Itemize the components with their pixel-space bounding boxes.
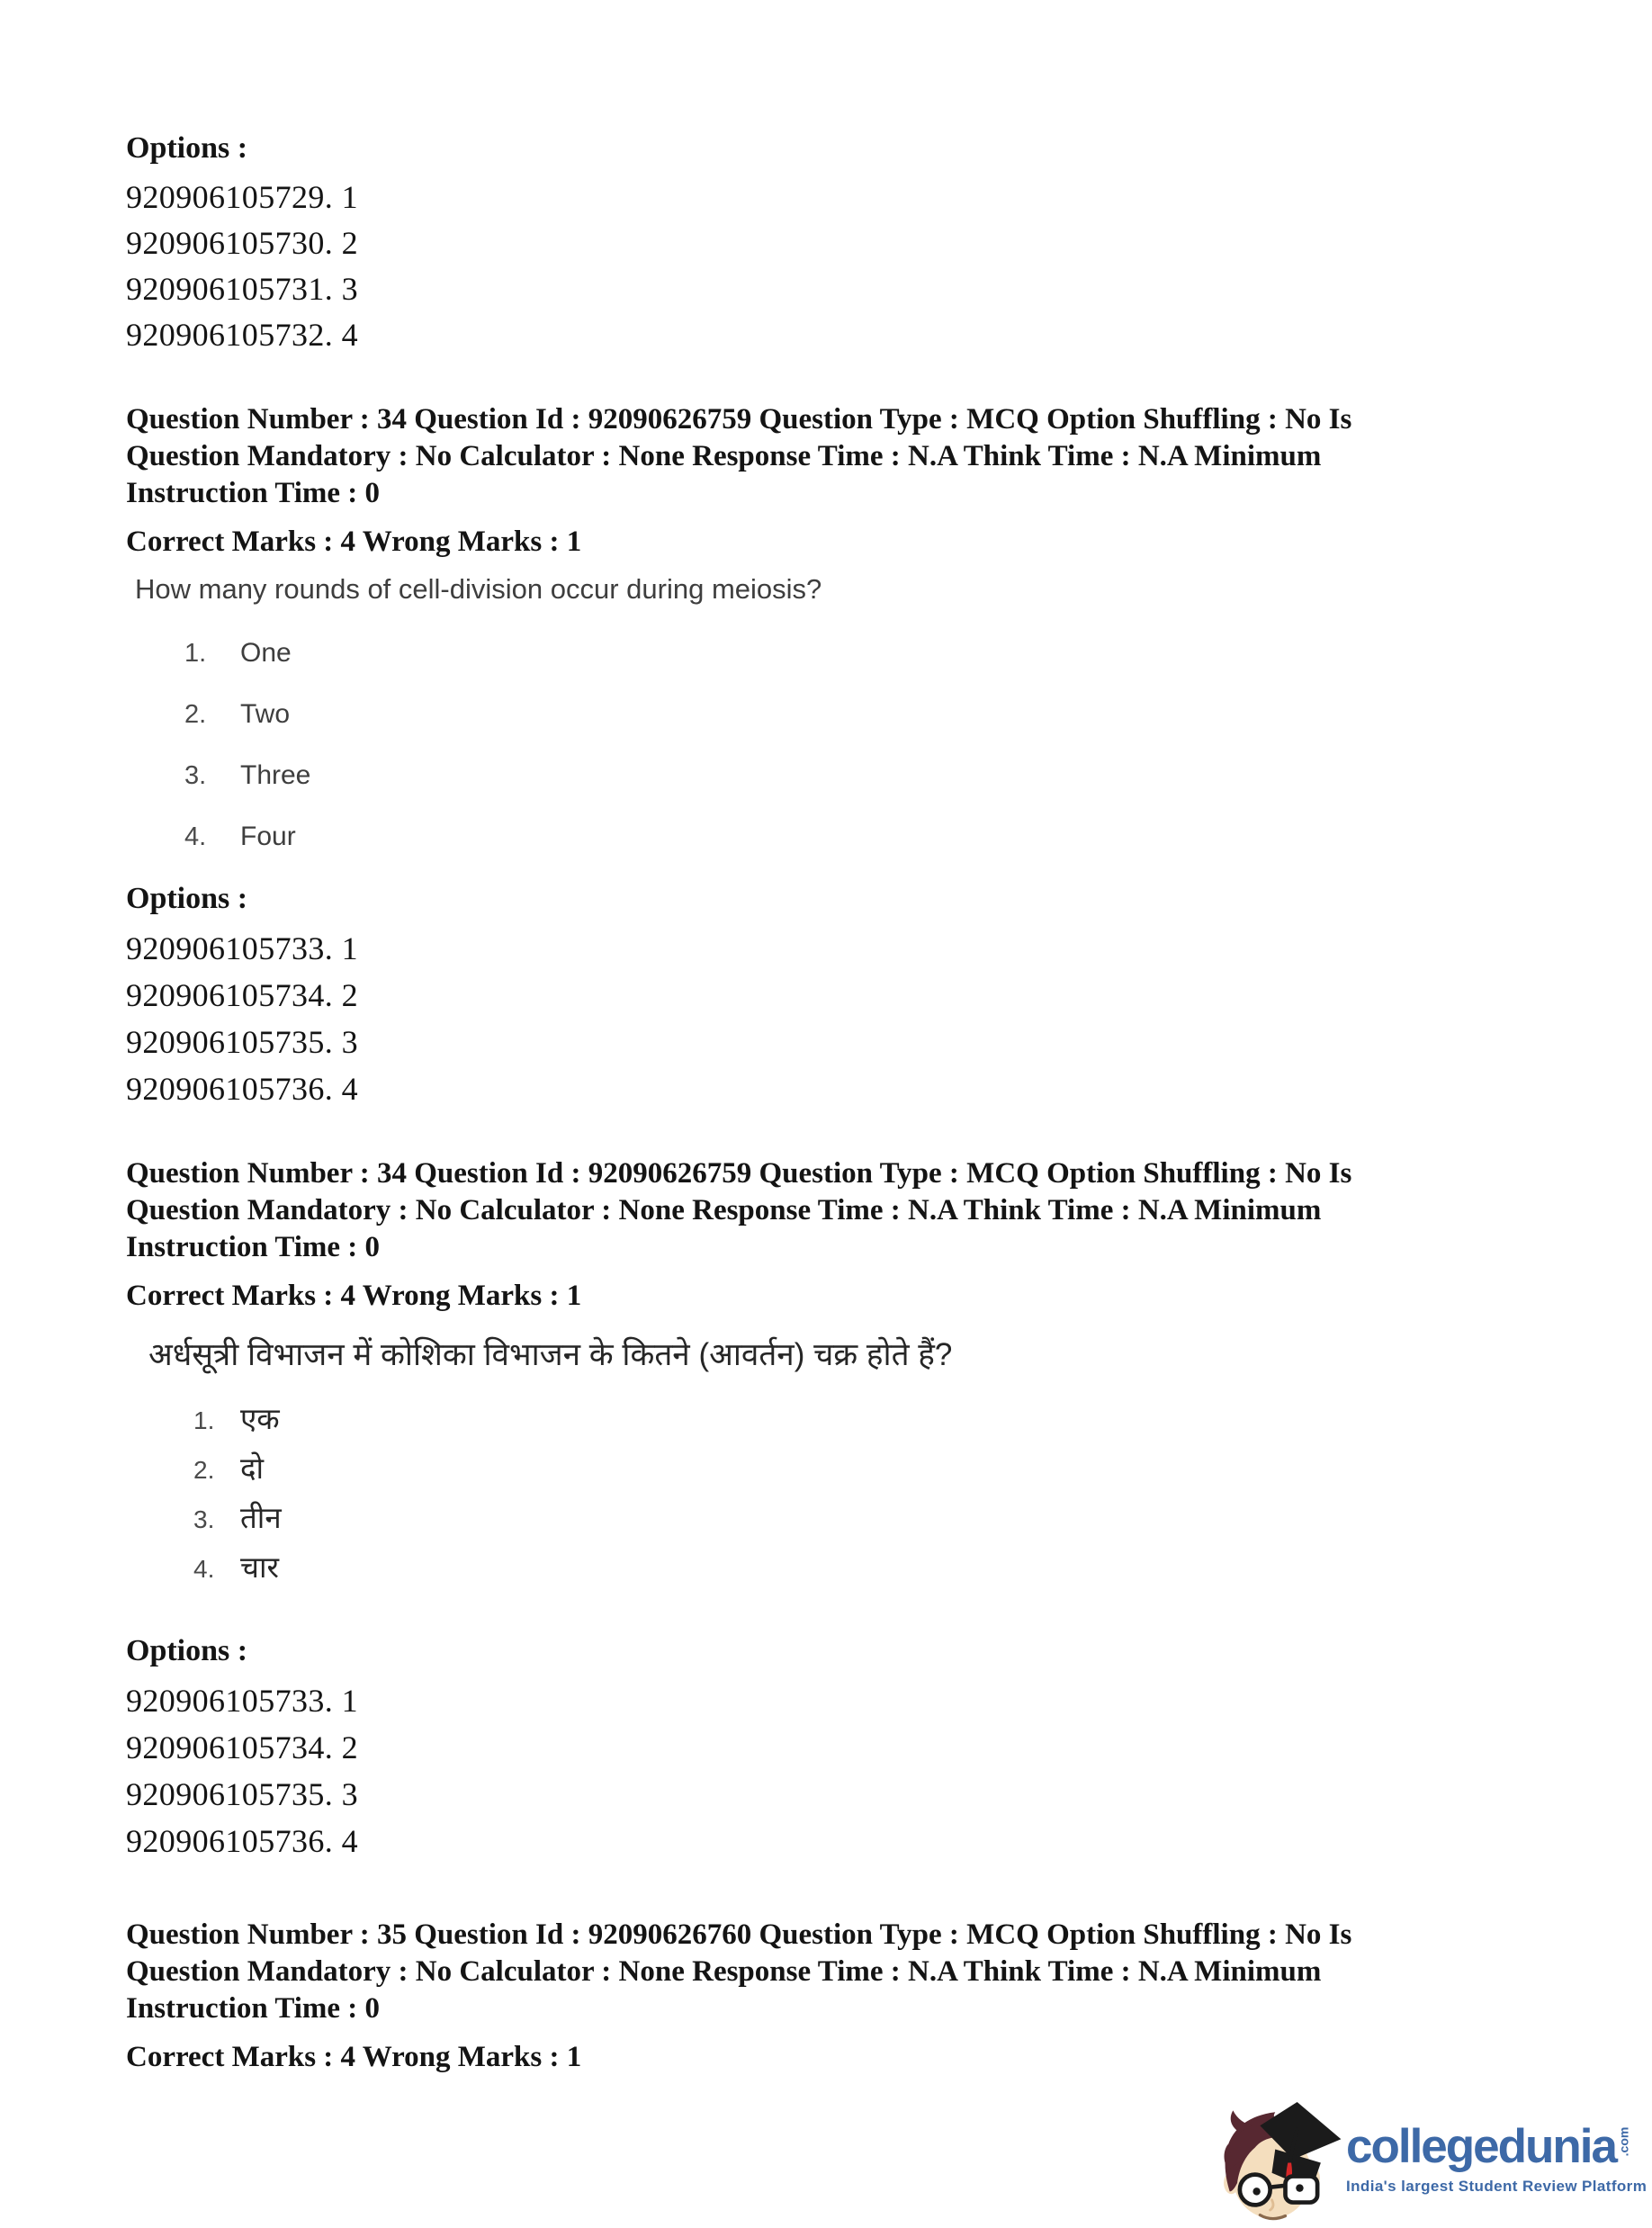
- option-id-line: 920906105730. 2: [126, 225, 358, 261]
- choice-number: 1.: [184, 639, 207, 668]
- option-id-line: 920906105733. 1: [126, 1683, 358, 1719]
- choice-number: 4.: [184, 822, 207, 851]
- choice-row: [193, 1549, 952, 1586]
- question-meta-line: Instruction Time : 0: [126, 1992, 381, 2025]
- choice-number: 2.: [193, 1456, 215, 1484]
- question-35-meta-header: [126, 1917, 1512, 2076]
- option-id-line: 920906105734. 2: [126, 977, 358, 1013]
- question-meta-line: Question Number : 34 Question Id : 92090626759 Question Type : MCQ Option Shuffling : No Is: [126, 1157, 1352, 1190]
- choice-number: 3.: [193, 1505, 215, 1533]
- question-meta-line: Question Number : 35 Question Id : 92090626760 Question Type : MCQ Option Shuffling : No Is: [126, 1918, 1352, 1951]
- question-34-en-body: [135, 570, 822, 880]
- choice-text: Four: [240, 822, 296, 851]
- question-meta-line: Question Number : 34 Question Id : 92090626759 Question Type : MCQ Option Shuffling : No Is: [126, 403, 1352, 436]
- choice-row: [193, 1450, 952, 1487]
- choice-text: तीन: [240, 1501, 282, 1534]
- choice-text: चार: [240, 1550, 279, 1584]
- option-id-line: 920906105736. 4: [126, 1071, 358, 1107]
- question-34-hi-meta-header: [126, 1155, 1512, 1315]
- option-id-line: 920906105732. 4: [126, 317, 358, 353]
- question-text: अर्धसूत्री विभाजन में कोशिका विभाजन के कितने (आवर्तन) चक्र होते हैं?: [148, 1337, 953, 1372]
- question-34-hi-options-block: [126, 1631, 358, 1864]
- option-id-line: 920906105729. 1: [126, 179, 358, 215]
- options-label: Options :: [126, 1634, 248, 1667]
- marks-line: Correct Marks : 4 Wrong Marks : 1: [126, 526, 582, 558]
- question-meta-line: Question Mandatory : No Calculator : None Response Time : N.A Think Time : N.A Minimum: [126, 440, 1322, 472]
- option-id-line: 920906105736. 4: [126, 1823, 358, 1859]
- option-id-line: 920906105733. 1: [126, 930, 358, 966]
- option-id-line: 920906105731. 3: [126, 271, 358, 307]
- choice-text: दो: [240, 1451, 265, 1485]
- question-meta-line: Question Mandatory : No Calculator : None Response Time : N.A Think Time : N.A Minimum: [126, 1194, 1322, 1226]
- brand-tld: .com: [1616, 2126, 1631, 2157]
- choice-number: 4.: [193, 1555, 215, 1583]
- option-id-line: 920906105734. 2: [126, 1729, 358, 1765]
- brand-tagline: India's largest Student Review Platform: [1346, 2178, 1648, 2195]
- marks-line: Correct Marks : 4 Wrong Marks : 1: [126, 2041, 582, 2073]
- choice-number: 3.: [184, 761, 207, 790]
- options-label: Options :: [126, 882, 248, 915]
- choice-text: One: [240, 638, 292, 668]
- options-label: Options :: [126, 131, 248, 165]
- choice-row: [184, 696, 822, 732]
- choice-row: [193, 1400, 952, 1438]
- choice-row: [193, 1499, 952, 1537]
- choice-text: एक: [240, 1402, 280, 1435]
- choice-row: [184, 758, 822, 794]
- option-id-line: 920906105735. 3: [126, 1024, 358, 1060]
- question-34-en-options-block: [126, 878, 358, 1112]
- marks-line: Correct Marks : 4 Wrong Marks : 1: [126, 1280, 582, 1312]
- option-id-line: 920906105735. 3: [126, 1776, 358, 1812]
- question-meta-line: Instruction Time : 0: [126, 477, 381, 509]
- choice-text: Three: [240, 760, 311, 790]
- question-meta-line: Question Mandatory : No Calculator : None Response Time : N.A Think Time : N.A Minimum: [126, 1955, 1322, 1988]
- choice-number: 1.: [193, 1406, 215, 1434]
- collegedunia-logo: [1211, 2088, 1647, 2224]
- question-34-hi-body: [148, 1334, 952, 1598]
- choice-text: Two: [240, 699, 291, 729]
- collegedunia-mascot-icon: [1211, 2088, 1346, 2224]
- brand-name: collegedunia: [1346, 2120, 1616, 2173]
- choice-row: [184, 819, 822, 855]
- choice-number: 2.: [184, 700, 207, 729]
- choice-row: [184, 635, 822, 671]
- prev-question-options-block: [126, 128, 358, 358]
- question-text: How many rounds of cell-division occur during meiosis?: [135, 573, 822, 605]
- question-34-en-meta-header: [126, 401, 1512, 561]
- question-meta-line: Instruction Time : 0: [126, 1231, 381, 1263]
